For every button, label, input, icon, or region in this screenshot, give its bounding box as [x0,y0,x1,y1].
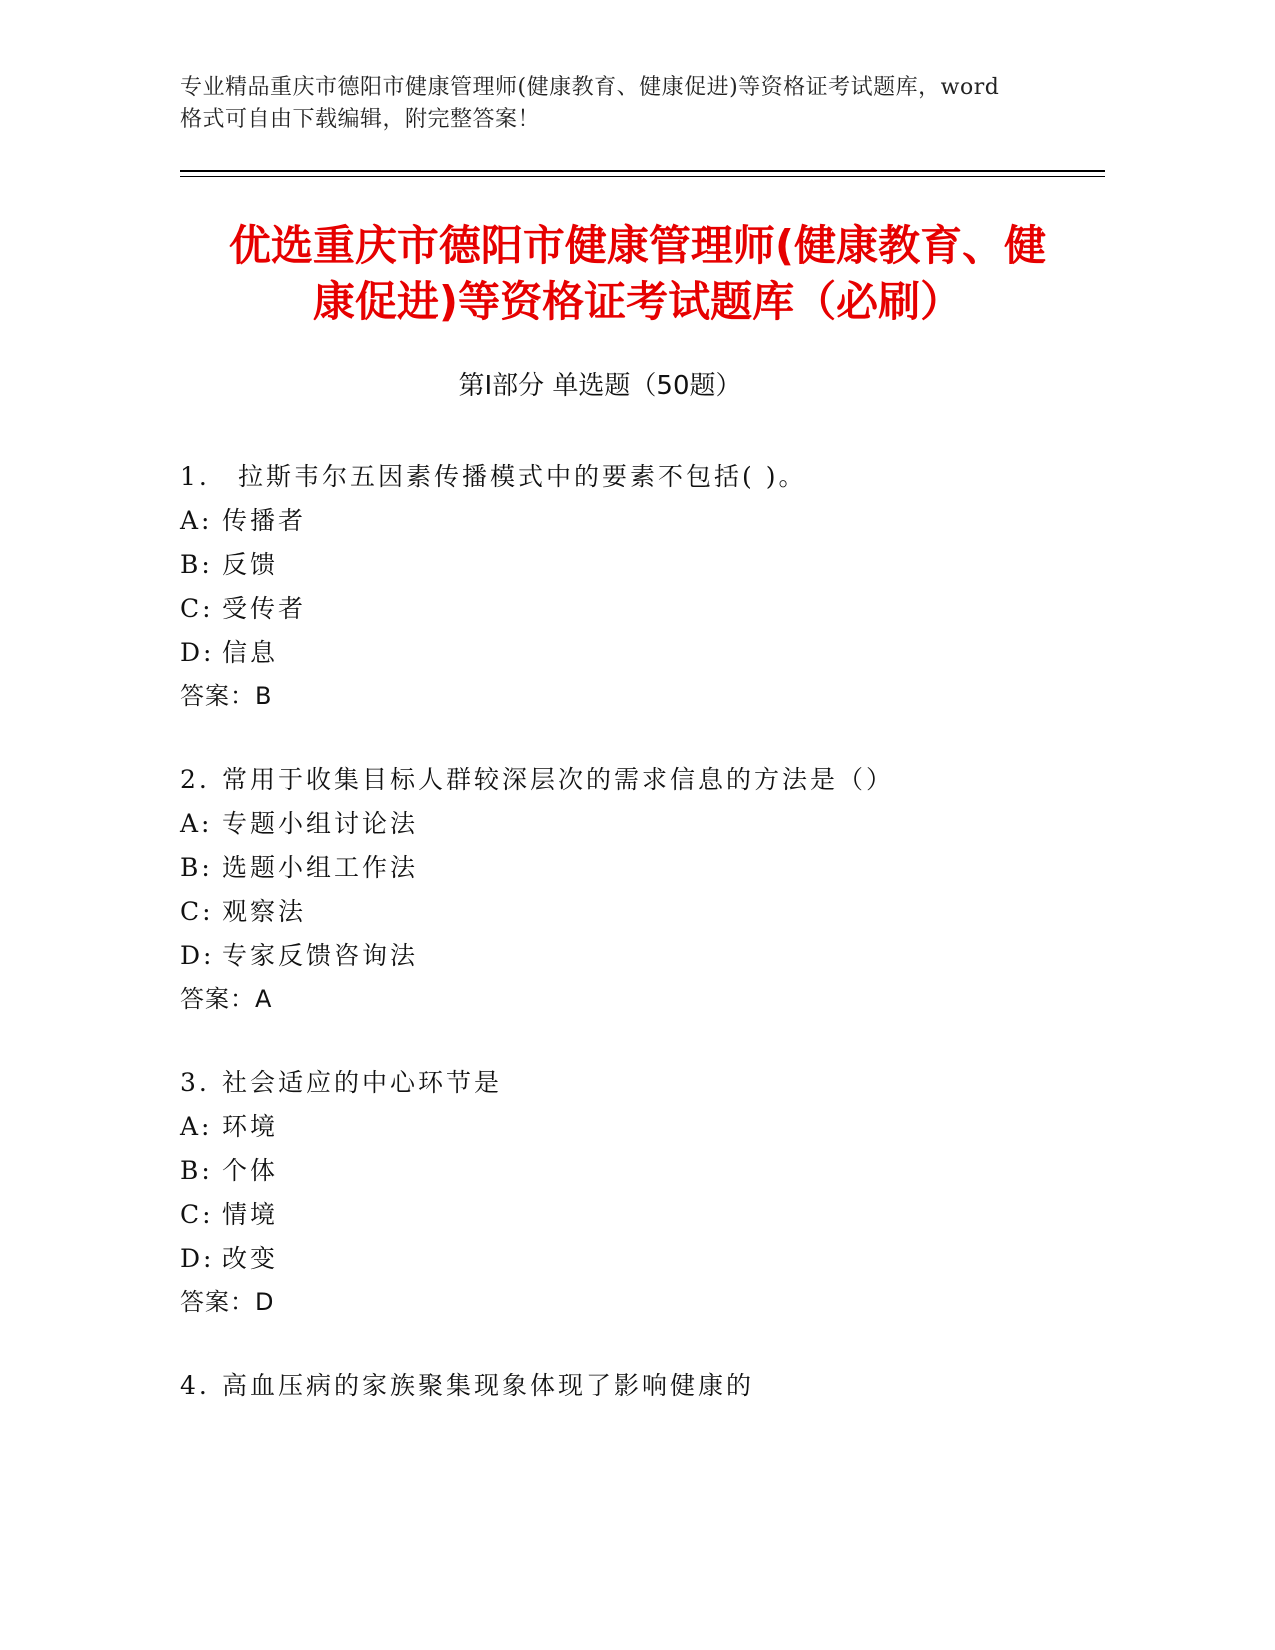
option-key: B: [180,1156,213,1185]
question-text: 常用于收集目标人群较深层次的需求信息的方法是（） [222,765,895,794]
question-text: 社会适应的中心环节是 [222,1068,503,1097]
answer: 答案：B [180,682,273,710]
section-title: 第Ⅰ部分 单选题（50题） [458,371,742,401]
question-stem [180,1364,1110,1408]
question-stem [180,1061,1110,1105]
option-text: 反馈 [222,550,279,579]
option-key: D: [180,941,215,970]
option-key: A: [180,506,213,535]
option-a [180,802,1110,846]
option-d [180,934,1110,978]
question-stem [180,455,1110,499]
option-key: D: [180,1244,215,1273]
document-title [150,218,1125,330]
question-number: 1. [180,462,210,491]
header-rule-thick [180,170,1105,172]
option-b [180,846,1110,890]
option-key: C: [180,1200,214,1229]
question-number: 3. [180,1068,210,1097]
question-number: 2. [180,765,210,794]
answer: 答案：D [180,1288,275,1316]
document-title-line2: 康促进)等资格证考试题库（必刷） [312,277,963,326]
option-text: 观察法 [222,897,307,926]
option-c [180,587,1110,631]
option-text: 情境 [222,1200,279,1229]
header-note-line2: 格式可自由下载编辑，附完整答案！ [180,107,541,132]
option-text: 受传者 [222,594,307,623]
option-text: 环境 [222,1112,279,1141]
option-key: A: [180,1112,213,1141]
header-note [180,72,1060,136]
question-list [180,455,1110,1449]
header-note-line1: 专业精品重庆市德阳市健康管理师(健康教育、健康促进)等资格证考试题库，word [180,75,1000,100]
option-b [180,1149,1110,1193]
question-text: 高血压病的家族聚集现象体现了影响健康的 [222,1371,755,1400]
option-d [180,1237,1110,1281]
question-2 [180,758,1110,1020]
header-rule-thin [180,176,1105,177]
question-1 [180,455,1110,717]
question-text: 拉斯韦尔五因素传播模式中的要素不包括( )。 [238,462,807,491]
option-text: 改变 [222,1244,279,1273]
option-key: B: [180,550,213,579]
option-text: 专家反馈咨询法 [222,941,419,970]
option-key: C: [180,897,214,926]
question-3 [180,1061,1110,1323]
option-text: 信息 [222,638,279,667]
answer: 答案：A [180,985,273,1013]
option-a [180,499,1110,543]
option-key: D: [180,638,215,667]
option-c [180,890,1110,934]
option-key: A: [180,809,213,838]
option-c [180,1193,1110,1237]
option-text: 专题小组讨论法 [222,809,419,838]
option-b [180,543,1110,587]
option-text: 选题小组工作法 [222,853,419,882]
option-d [180,631,1110,675]
option-text: 个体 [222,1156,279,1185]
question-stem [180,758,1110,802]
option-key: C: [180,594,214,623]
question-number: 4. [180,1371,210,1400]
option-key: B: [180,853,213,882]
option-text: 传播者 [222,506,307,535]
document-title-line1: 优选重庆市德阳市健康管理师(健康教育、健 [228,221,1047,270]
question-4 [180,1364,1110,1408]
option-a [180,1105,1110,1149]
